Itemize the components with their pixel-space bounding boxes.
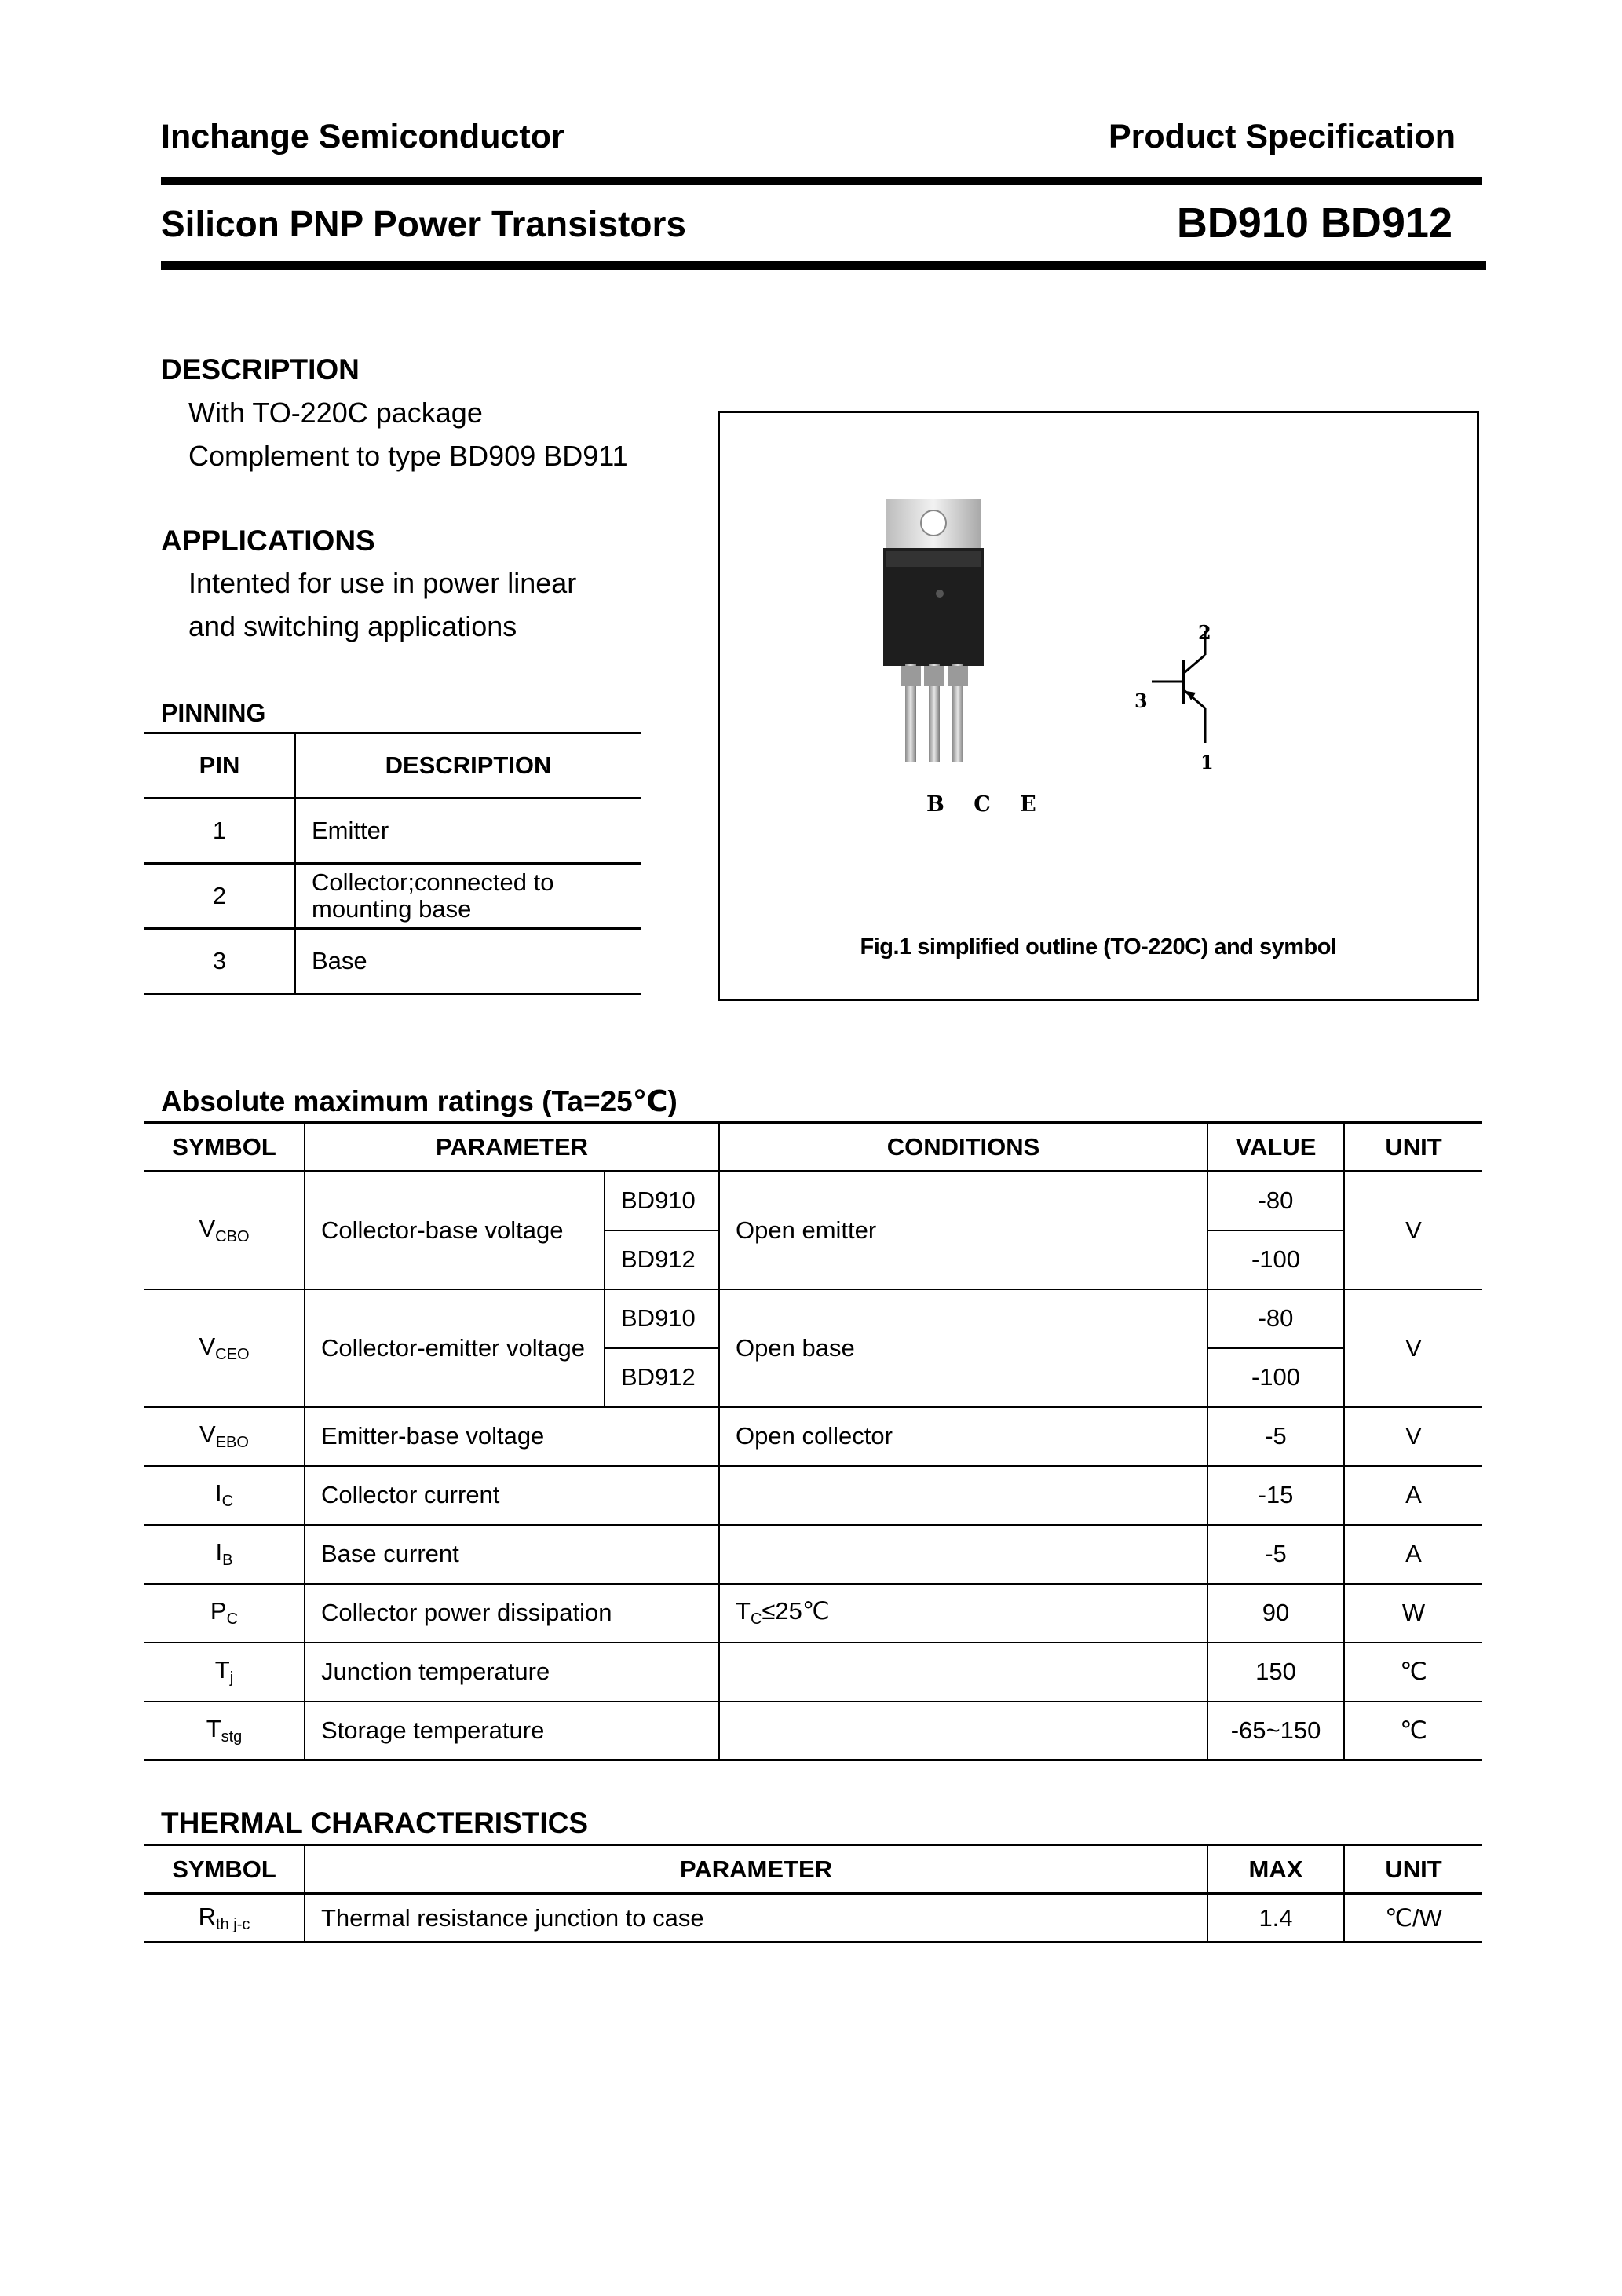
unit-cell: V [1344, 1172, 1482, 1289]
table-row [144, 1525, 1482, 1584]
parameter-cell: Thermal resistance junction to case [305, 1894, 1207, 1943]
unit-cell: ℃ [1344, 1643, 1482, 1702]
ratings-unit-header: UNIT [1344, 1123, 1482, 1172]
table-row [144, 864, 641, 929]
applications-line-1: Intented for use in power linear [188, 567, 577, 599]
type-cell: BD912 [605, 1348, 719, 1407]
table-row [144, 1584, 1482, 1643]
pinning-heading: PINNING [161, 699, 266, 727]
value-cell: -5 [1207, 1525, 1344, 1584]
unit-cell: V [1344, 1407, 1482, 1466]
type-cell: BD912 [605, 1230, 719, 1289]
pin-number: 3 [144, 929, 295, 994]
symbol-cell: $I_C$ [144, 1466, 305, 1525]
pin-description-column-header: DESCRIPTION [295, 733, 641, 799]
symbol-pin-3-label: 3 [1134, 689, 1148, 712]
parameter-cell: Collector power dissipation [305, 1584, 719, 1643]
symbol-cell: $V_{CEO}$ [144, 1289, 305, 1407]
parameter-cell: Emitter-base voltage [305, 1407, 719, 1466]
table-row [144, 1894, 1482, 1943]
unit-cell: ℃/W [1344, 1894, 1482, 1943]
thermal-parameter-header: PARAMETER [305, 1845, 1207, 1894]
symbol-pin-2-label: 2 [1198, 621, 1211, 644]
parameter-cell: Collector-base voltage [305, 1172, 605, 1289]
ratings-symbol-header: SYMBOL [144, 1123, 305, 1172]
conditions-cell: Open base [719, 1289, 1207, 1407]
pin-description: Emitter [295, 799, 641, 864]
table-row [144, 1289, 1482, 1348]
table-row [144, 1643, 1482, 1702]
pin-description-line-1: Collector;connected to [312, 868, 554, 896]
package-pin-labels: B C E [926, 792, 1047, 817]
symbol-cell: $T_j$ [144, 1643, 305, 1702]
value-cell: -100 [1207, 1348, 1344, 1407]
value-cell: -15 [1207, 1466, 1344, 1525]
table-row [144, 1407, 1482, 1466]
symbol-cell: $V_{EBO}$ [144, 1407, 305, 1466]
unit-cell: A [1344, 1466, 1482, 1525]
thermal-unit-header: UNIT [1344, 1845, 1482, 1894]
symbol-cell: $P_C$ [144, 1584, 305, 1643]
symbol-cell: $V_{CBO}$ [144, 1172, 305, 1289]
value-cell: -80 [1207, 1289, 1344, 1348]
thermal-symbol-header: SYMBOL [144, 1845, 305, 1894]
pinning-table [144, 732, 641, 995]
thermal-heading: THERMAL CHARACTERISTICS [161, 1807, 589, 1839]
applications-heading: APPLICATIONS [161, 525, 375, 557]
table-row [144, 1172, 1482, 1230]
parameter-cell: Collector current [305, 1466, 719, 1525]
ratings-conditions-header: CONDITIONS [719, 1123, 1207, 1172]
pin-description: Base [295, 929, 641, 994]
type-cell: BD910 [605, 1289, 719, 1348]
header-rule-bottom [161, 261, 1486, 270]
value-cell: -65~150 [1207, 1702, 1344, 1760]
ratings-table [144, 1121, 1482, 1761]
document-type: Product Specification [1108, 118, 1456, 155]
type-cell: BD910 [605, 1172, 719, 1230]
conditions-cell: Open emitter [719, 1172, 1207, 1289]
thermal-max-header: MAX [1207, 1845, 1344, 1894]
value-cell: -5 [1207, 1407, 1344, 1466]
figure-panel [718, 411, 1479, 1001]
table-row [144, 799, 641, 864]
value-cell: 90 [1207, 1584, 1344, 1643]
table-row [144, 929, 641, 994]
conditions-cell [719, 1702, 1207, 1760]
pnp-transistor-symbol-icon [1136, 625, 1222, 759]
conditions-cell [719, 1466, 1207, 1525]
unit-cell: ℃ [1344, 1702, 1482, 1760]
pin-description-line-2: mounting base [312, 895, 472, 923]
to220-package-image [877, 499, 1003, 766]
pin-number: 2 [144, 864, 295, 929]
table-row [144, 1702, 1482, 1760]
applications-line-2: and switching applications [188, 610, 517, 642]
pin-description [295, 864, 641, 929]
figure-caption: Fig.1 simplified outline (TO-220C) and symbol [860, 934, 1337, 960]
max-cell: 1.4 [1207, 1894, 1344, 1943]
ratings-parameter-header: PARAMETER [305, 1123, 719, 1172]
ratings-heading: Absolute maximum ratings (Ta=25℃) [161, 1085, 678, 1117]
conditions-cell [719, 1525, 1207, 1584]
company-name: Inchange Semiconductor [161, 118, 564, 155]
pin-column-header: PIN [144, 733, 295, 799]
value-cell: -80 [1207, 1172, 1344, 1230]
part-numbers: BD910 BD912 [1176, 199, 1452, 247]
conditions-cell [719, 1643, 1207, 1702]
symbol-cell: $T_{stg}$ [144, 1702, 305, 1760]
symbol-pin-1-label: 1 [1200, 751, 1214, 773]
table-row [144, 1466, 1482, 1525]
symbol-cell: $I_B$ [144, 1525, 305, 1584]
value-cell: 150 [1207, 1643, 1344, 1702]
product-title: Silicon PNP Power Transistors [161, 203, 686, 244]
conditions-cell: $T_C\le 25℃$ [719, 1584, 1207, 1643]
value-cell: -100 [1207, 1230, 1344, 1289]
unit-cell: A [1344, 1525, 1482, 1584]
description-line-2: Complement to type BD909 BD911 [188, 440, 628, 472]
parameter-cell: Collector-emitter voltage [305, 1289, 605, 1407]
conditions-cell: Open collector [719, 1407, 1207, 1466]
ratings-value-header: VALUE [1207, 1123, 1344, 1172]
parameter-cell: Base current [305, 1525, 719, 1584]
description-line-1: With TO-220C package [188, 397, 483, 429]
description-heading: DESCRIPTION [161, 353, 360, 386]
thermal-table [144, 1844, 1482, 1943]
unit-cell: V [1344, 1289, 1482, 1407]
pin-number: 1 [144, 799, 295, 864]
unit-cell: W [1344, 1584, 1482, 1643]
parameter-cell: Junction temperature [305, 1643, 719, 1702]
symbol-cell: $R_{th j-c}$ [144, 1894, 305, 1943]
parameter-cell: Storage temperature [305, 1702, 719, 1760]
header-rule-top [161, 177, 1482, 185]
